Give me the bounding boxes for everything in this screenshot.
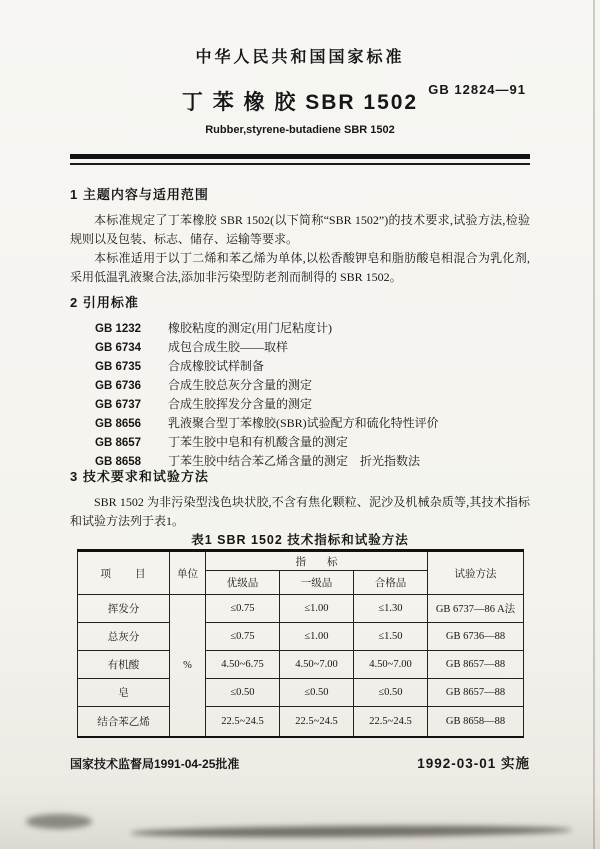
scan-artifact (130, 824, 572, 838)
reference-item (95, 395, 530, 414)
cell-value: 4.50~6.75 (206, 651, 280, 679)
document-subtitle: Rubber,styrene-butadiene SBR 1502 (205, 124, 395, 136)
table-row (78, 595, 524, 623)
section-1-paragraph: 本标准适用于以丁二烯和苯乙烯为单体,以松香酸钾皂和脂肪酸皂相混合为乳化剂,采用低温乳液聚合法,添加非污染型防老剂而制得的 SBR 1502。 (70, 251, 530, 284)
cell-value: 22.5~24.5 (354, 707, 428, 737)
reference-code: GB 6734 (95, 342, 142, 354)
reference-code: GB 6735 (95, 361, 142, 373)
reference-title: 丁苯生胶中皂和有机酸含量的测定 (168, 435, 349, 449)
reference-item (95, 433, 530, 452)
reference-code: GB 8657 (95, 437, 142, 449)
col-header-item: 项 目 (78, 551, 170, 595)
national-standard-header: 中华人民共和国国家标准 (195, 49, 405, 66)
scan-edge (593, 0, 595, 849)
cell-value: ≤0.50 (354, 679, 428, 707)
cell-value: ≤1.00 (280, 595, 354, 623)
table-row (78, 623, 524, 651)
cell-item: 结合苯乙烯 (78, 707, 170, 737)
reference-title: 乳液聚合型丁苯橡胶(SBR)试验配方和硫化特性评价 (168, 416, 439, 430)
cell-value: 22.5~24.5 (280, 707, 354, 737)
cell-value: ≤0.75 (206, 595, 280, 623)
cell-value: ≤0.50 (206, 679, 280, 707)
reference-item (95, 319, 530, 338)
table-caption: 表1 SBR 1502 技术指标和试验方法 (191, 533, 409, 547)
cell-item: 挥发分 (78, 595, 170, 623)
col-header-grade-first: 一级品 (280, 571, 354, 595)
section-requirements (70, 466, 530, 531)
section-1-paragraph: 本标准规定了丁苯橡胶 SBR 1502(以下简称“SBR 1502”)的技术要求,试验方法,检验规则以及包装、标志、储存、运输等要求。 (70, 213, 530, 246)
cell-item: 皂 (78, 679, 170, 707)
table-row (78, 651, 524, 679)
approval-text: 国家技术监督局1991-04-25批准 (70, 757, 240, 771)
reference-title: 丁苯生胶中结合苯乙烯含量的测定 折光指数法 (168, 454, 421, 468)
reference-code: GB 6736 (95, 380, 142, 392)
col-header-unit: 单位 (170, 551, 206, 595)
cell-method: GB 8657—88 (428, 679, 524, 707)
cell-value: 22.5~24.5 (206, 707, 280, 737)
implementation-text: 1992-03-01 实施 (417, 756, 530, 771)
cell-method: GB 8657—88 (428, 651, 524, 679)
header-rule-thick (70, 154, 530, 159)
document-title: 丁 苯 橡 胶 SBR 1502 (181, 91, 419, 114)
cell-method: GB 6736—88 (428, 623, 524, 651)
scan-artifact (26, 814, 92, 829)
reference-code: GB 1232 (95, 323, 142, 335)
section-3-paragraph: SBR 1502 为非污染型浅色块状胶,不含有焦化颗粒、泥沙及机械杂质等,其技术指标和试验方法列于表1。 (70, 495, 530, 528)
section-1-heading: 1 主题内容与适用范围 (70, 187, 209, 202)
section-3-heading: 3 技术要求和试验方法 (70, 469, 209, 484)
cell-value: ≤0.75 (206, 623, 280, 651)
page-footer (70, 752, 530, 772)
references-list (95, 319, 530, 471)
cell-value: ≤0.50 (280, 679, 354, 707)
table-row (78, 707, 524, 737)
col-header-method: 试验方法 (428, 551, 524, 595)
standard-number: GB 12824—91 (428, 82, 526, 97)
cell-value: ≤1.50 (354, 623, 428, 651)
reference-title: 橡胶粘度的测定(用门尼粘度计) (168, 321, 332, 335)
reference-item (95, 414, 530, 433)
cell-item: 总灰分 (78, 623, 170, 651)
header-rule-thin (70, 163, 530, 165)
reference-title: 合成生胶挥发分含量的测定 (168, 397, 313, 411)
section-2-heading: 2 引用标准 (70, 295, 139, 310)
reference-code: GB 6737 (95, 399, 142, 411)
section-references (70, 292, 530, 471)
reference-code: GB 8658 (95, 456, 142, 468)
col-header-indicator: 指 标 (206, 551, 428, 571)
cell-value: 4.50~7.00 (354, 651, 428, 679)
spec-table (77, 549, 524, 738)
cell-method: GB 8658—88 (428, 707, 524, 737)
cell-value: ≤1.00 (280, 623, 354, 651)
reference-item (95, 376, 530, 395)
reference-code: GB 8656 (95, 418, 142, 430)
reference-item (95, 338, 530, 357)
cell-method: GB 6737—86 A法 (428, 595, 524, 623)
section-scope (70, 184, 530, 287)
reference-item (95, 357, 530, 376)
cell-unit: % (170, 595, 206, 737)
cell-item: 有机酸 (78, 651, 170, 679)
cell-value: ≤1.30 (354, 595, 428, 623)
col-header-grade-qualified: 合格品 (354, 571, 428, 595)
cell-value: 4.50~7.00 (280, 651, 354, 679)
col-header-grade-premium: 优级品 (206, 571, 280, 595)
reference-title: 成包合成生胶——取样 (168, 340, 289, 354)
table-row (78, 679, 524, 707)
reference-title: 合成生胶总灰分含量的测定 (168, 378, 313, 392)
reference-title: 合成橡胶试样制备 (168, 359, 265, 373)
